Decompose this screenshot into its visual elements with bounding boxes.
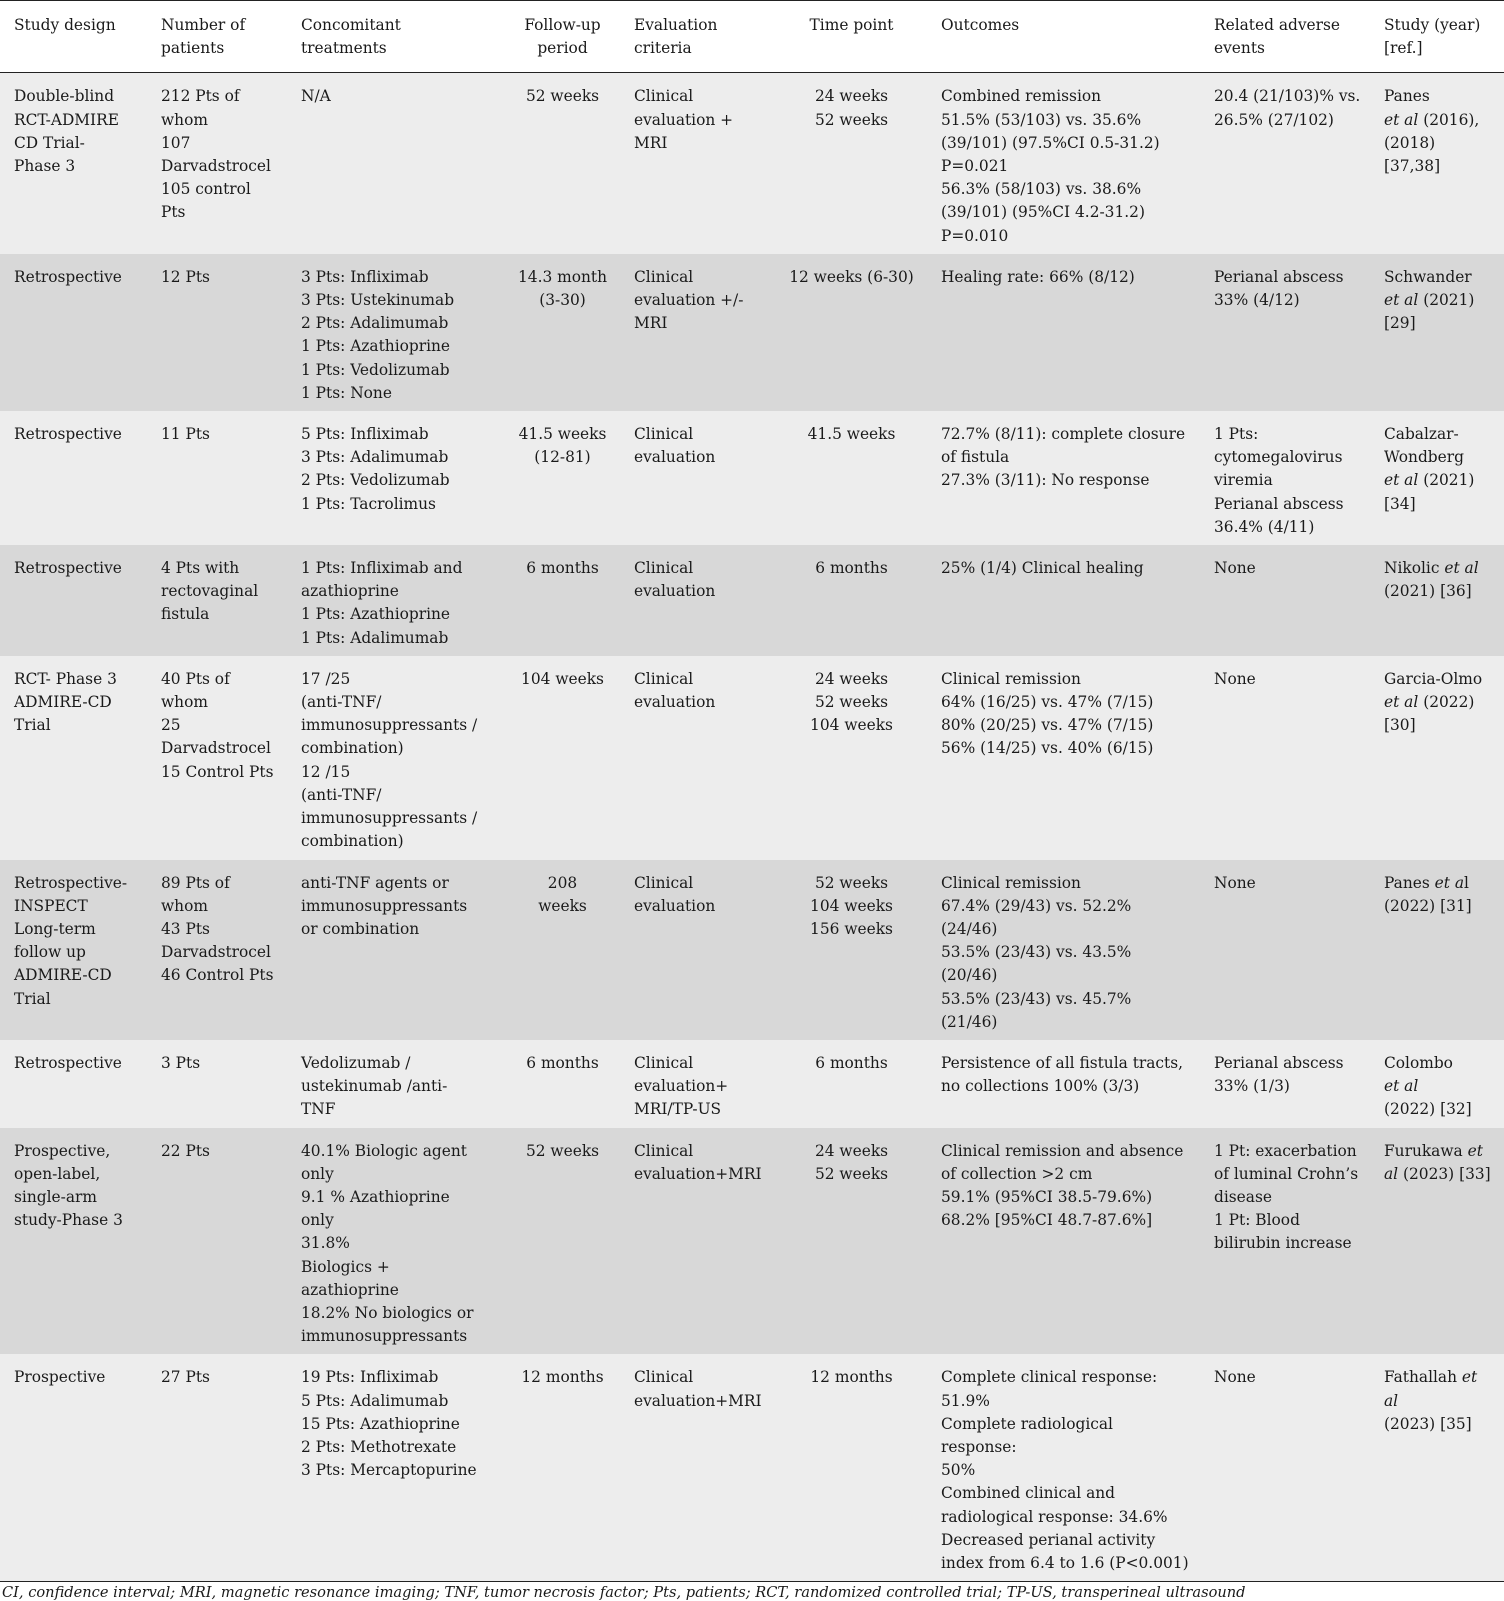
cell-evaluation-criteria: Clinical evaluation+ MRI/TP-US	[620, 1040, 770, 1128]
table-row	[0, 656, 1504, 860]
cell-evaluation-criteria: Clinical evaluation	[620, 656, 770, 860]
cell-related-adverse-events: Perianal abscess 33% (4/12)	[1200, 254, 1370, 411]
cell-study-reference	[1370, 656, 1504, 860]
cell-number-of-patients: 89 Pts of whom 43 Pts Darvadstrocel 46 Control Pts	[147, 860, 287, 1040]
header-concomitant-treatments: Concomitant treatments	[301, 16, 401, 58]
et-al-text: et al	[1384, 110, 1419, 129]
cell-follow-up-period: 12 months	[499, 1354, 620, 1581]
cell-time-point: 6 months	[770, 1040, 927, 1128]
study-text: (2021) [34]	[1384, 471, 1475, 513]
cell-study-reference	[1370, 860, 1504, 1040]
cell-follow-up-period: 52 weeks	[499, 73, 620, 254]
cell-outcomes: Clinical remission and absence of collection >2 cm 59.1% (95%CI 38.5-79.6%) 68.2% [95%CI 48.7-87.6%]	[927, 1128, 1200, 1355]
table-row	[0, 1354, 1504, 1581]
table-footnote: CI, confidence interval; MRI, magnetic resonance imaging; TNF, tumor necrosis factor; Pts, patients; RCT, randomized controlled trial; TP-US, transperineal ultrasound	[2, 1584, 1246, 1601]
cell-concomitant-treatments: 3 Pts: Infliximab 3 Pts: Ustekinumab 2 Pts: Adalimumab 1 Pts: Azathioprine 1 Pts: Vedolizumab 1 Pts: None	[287, 254, 499, 411]
cell-related-adverse-events: None	[1200, 1354, 1370, 1581]
table-row	[0, 860, 1504, 1040]
cell-study-reference	[1370, 545, 1504, 656]
cell-study-design: Prospective, open-label, single-arm study-Phase 3	[0, 1128, 147, 1355]
cell-related-adverse-events: None	[1200, 656, 1370, 860]
table-row	[0, 1128, 1504, 1355]
study-text: Schwander	[1384, 267, 1472, 286]
cell-evaluation-criteria: Clinical evaluation + MRI	[620, 73, 770, 254]
cell-concomitant-treatments: anti-TNF agents or immunosuppressants or combination	[287, 860, 499, 1040]
header-evaluation-criteria: Evaluation criteria	[634, 16, 718, 58]
cell-number-of-patients: 22 Pts	[147, 1128, 287, 1355]
study-text: Panes	[1384, 87, 1430, 106]
study-text: l (2022) [31]	[1384, 873, 1472, 915]
et-al-text: et al	[1384, 1368, 1478, 1410]
study-text: Fathallah	[1384, 1368, 1462, 1387]
cell-outcomes: 72.7% (8/11): complete closure of fistula 27.3% (3/11): No response	[927, 411, 1200, 545]
cell-outcomes: Clinical remission 67.4% (29/43) vs. 52.2% (24/46) 53.5% (23/43) vs. 43.5% (20/46) 53.5% (23/43) vs. 45.7% (21/46)	[927, 860, 1200, 1040]
cell-study-design: Retrospective	[0, 411, 147, 545]
et-al-text: et al	[1384, 1077, 1419, 1096]
cell-study-design: Retrospective	[0, 545, 147, 656]
cell-study-reference	[1370, 1128, 1504, 1355]
cell-study-design: Retrospective	[0, 1040, 147, 1128]
cell-evaluation-criteria: Clinical evaluation+MRI	[620, 1128, 770, 1355]
cell-outcomes: Clinical remission 64% (16/25) vs. 47% (7/15) 80% (20/25) vs. 47% (7/15) 56% (14/25) vs. 40% (6/15)	[927, 656, 1200, 860]
cell-related-adverse-events: 1 Pts: cytomegalovirus viremia Perianal abscess 36.4% (4/11)	[1200, 411, 1370, 545]
et-al-text: et al	[1444, 559, 1479, 578]
cell-concomitant-treatments: 40.1% Biologic agent only 9.1 % Azathioprine only 31.8% Biologics + azathioprine 18.2% No biologics or immunosuppressants	[287, 1128, 499, 1355]
study-text: (2023) [35]	[1384, 1414, 1472, 1433]
study-text: Colombo	[1384, 1053, 1453, 1072]
cell-follow-up-period: 6 months	[499, 545, 620, 656]
cell-follow-up-period: 52 weeks	[499, 1128, 620, 1355]
cell-concomitant-treatments: 19 Pts: Infliximab 5 Pts: Adalimumab 15 Pts: Azathioprine 2 Pts: Methotrexate 3 Pts: Mercaptopurine	[287, 1354, 499, 1581]
cell-outcomes: Complete clinical response: 51.9% Complete radiological response: 50% Combined clinical and radiological response: 34.6% Decreased perianal activity index from 6.4 to 1.6 (P<0.001)	[927, 1354, 1200, 1581]
cell-study-design: Retrospective	[0, 254, 147, 411]
study-text: (2021) [36]	[1384, 582, 1472, 601]
table-header	[0, 1, 1504, 73]
cell-evaluation-criteria: Clinical evaluation	[620, 860, 770, 1040]
cell-evaluation-criteria: Clinical evaluation	[620, 411, 770, 545]
study-text: (2022) [30]	[1384, 693, 1475, 735]
study-text: Furukawa	[1384, 1141, 1468, 1160]
cell-follow-up-period: 208 weeks	[499, 860, 620, 1040]
cell-time-point: 24 weeks 52 weeks 104 weeks	[770, 656, 927, 860]
cell-number-of-patients: 212 Pts of whom 107 Darvadstrocel 105 control Pts	[147, 73, 287, 254]
study-text: (2016), (2018) [37,38]	[1384, 110, 1480, 176]
cell-outcomes: Healing rate: 66% (8/12)	[927, 254, 1200, 411]
et-al-text: et a	[1434, 873, 1465, 892]
cell-outcomes: 25% (1/4) Clinical healing	[927, 545, 1200, 656]
cell-related-adverse-events: None	[1200, 860, 1370, 1040]
study-text: (2022) [32]	[1384, 1100, 1472, 1119]
cell-study-reference	[1370, 1040, 1504, 1128]
cell-time-point: 12 weeks (6-30)	[770, 254, 927, 411]
cell-evaluation-criteria: Clinical evaluation +/- MRI	[620, 254, 770, 411]
header-study-year-ref: Study (year) [ref.]	[1384, 16, 1481, 58]
cell-follow-up-period: 41.5 weeks (12-81)	[499, 411, 620, 545]
cell-outcomes: Persistence of all fistula tracts, no collections 100% (3/3)	[927, 1040, 1200, 1128]
cell-evaluation-criteria: Clinical evaluation+MRI	[620, 1354, 770, 1581]
et-al-text: et al	[1384, 471, 1419, 490]
study-text: Cabalzar- Wondberg	[1384, 425, 1464, 467]
cell-time-point: 24 weeks 52 weeks	[770, 73, 927, 254]
header-row	[0, 1, 1504, 73]
cell-time-point: 52 weeks 104 weeks 156 weeks	[770, 860, 927, 1040]
cell-time-point: 6 months	[770, 545, 927, 656]
cell-study-reference	[1370, 411, 1504, 545]
cell-related-adverse-events: 20.4 (21/103)% vs. 26.5% (27/102)	[1200, 73, 1370, 254]
cell-related-adverse-events: 1 Pt: exacerbation of luminal Crohn’s disease 1 Pt: Blood bilirubin increase	[1200, 1128, 1370, 1355]
header-number-of-patients: Number of patients	[161, 16, 246, 58]
header-time-point: Time point	[809, 16, 894, 34]
cell-concomitant-treatments: 5 Pts: Infliximab 3 Pts: Adalimumab 2 Pts: Vedolizumab 1 Pts: Tacrolimus	[287, 411, 499, 545]
study-text: Panes	[1384, 873, 1435, 892]
cell-number-of-patients: 40 Pts of whom 25 Darvadstrocel 15 Control Pts	[147, 656, 287, 860]
cell-time-point: 41.5 weeks	[770, 411, 927, 545]
cell-study-design: Prospective	[0, 1354, 147, 1581]
cell-study-reference	[1370, 254, 1504, 411]
et-al-text: et al	[1384, 1141, 1483, 1183]
study-text: Garcia-Olmo	[1384, 669, 1483, 688]
study-text: (2021) [29]	[1384, 291, 1475, 333]
table-row	[0, 411, 1504, 545]
header-follow-up-period: Follow-up period	[524, 16, 601, 58]
cell-study-design: Retrospective- INSPECT Long-term follow up ADMIRE-CD Trial	[0, 860, 147, 1040]
cell-number-of-patients: 4 Pts with rectovaginal fistula	[147, 545, 287, 656]
study-text: Nikolic	[1384, 559, 1445, 578]
table-body	[0, 73, 1504, 1582]
cell-concomitant-treatments: Vedolizumab / ustekinumab /anti- TNF	[287, 1040, 499, 1128]
table-row	[0, 1040, 1504, 1128]
cell-number-of-patients: 27 Pts	[147, 1354, 287, 1581]
cell-follow-up-period: 104 weeks	[499, 656, 620, 860]
cell-number-of-patients: 11 Pts	[147, 411, 287, 545]
cell-study-design: Double-blind RCT-ADMIRE CD Trial- Phase 3	[0, 73, 147, 254]
cell-related-adverse-events: None	[1200, 545, 1370, 656]
table-row	[0, 254, 1504, 411]
cell-study-reference	[1370, 1354, 1504, 1581]
study-text: (2023) [33]	[1398, 1164, 1491, 1183]
header-study-design: Study design	[14, 16, 116, 34]
cell-time-point: 24 weeks 52 weeks	[770, 1128, 927, 1355]
cell-number-of-patients: 3 Pts	[147, 1040, 287, 1128]
header-related-adverse-events: Related adverse events	[1214, 16, 1341, 58]
et-al-text: et al	[1384, 693, 1419, 712]
cell-concomitant-treatments: 1 Pts: Infliximab and azathioprine 1 Pts: Azathioprine 1 Pts: Adalimumab	[287, 545, 499, 656]
cell-follow-up-period: 14.3 month (3-30)	[499, 254, 620, 411]
cell-follow-up-period: 6 months	[499, 1040, 620, 1128]
cell-concomitant-treatments: N/A	[287, 73, 499, 254]
table-row	[0, 73, 1504, 254]
cell-time-point: 12 months	[770, 1354, 927, 1581]
cell-related-adverse-events: Perianal abscess 33% (1/3)	[1200, 1040, 1370, 1128]
cell-concomitant-treatments: 17 /25 (anti-TNF/ immunosuppressants / combination) 12 /15 (anti-TNF/ immunosuppressants / combination)	[287, 656, 499, 860]
table-row	[0, 545, 1504, 656]
cell-outcomes: Combined remission 51.5% (53/103) vs. 35.6% (39/101) (97.5%CI 0.5-31.2) P=0.021 56.3% (58/103) vs. 38.6% (39/101) (95%CI 4.2-31.2) P=0.010	[927, 73, 1200, 254]
cell-evaluation-criteria: Clinical evaluation	[620, 545, 770, 656]
et-al-text: et al	[1384, 291, 1419, 310]
cell-study-design: RCT- Phase 3 ADMIRE-CD Trial	[0, 656, 147, 860]
cell-number-of-patients: 12 Pts	[147, 254, 287, 411]
header-outcomes: Outcomes	[941, 16, 1020, 34]
cell-study-reference	[1370, 73, 1504, 254]
